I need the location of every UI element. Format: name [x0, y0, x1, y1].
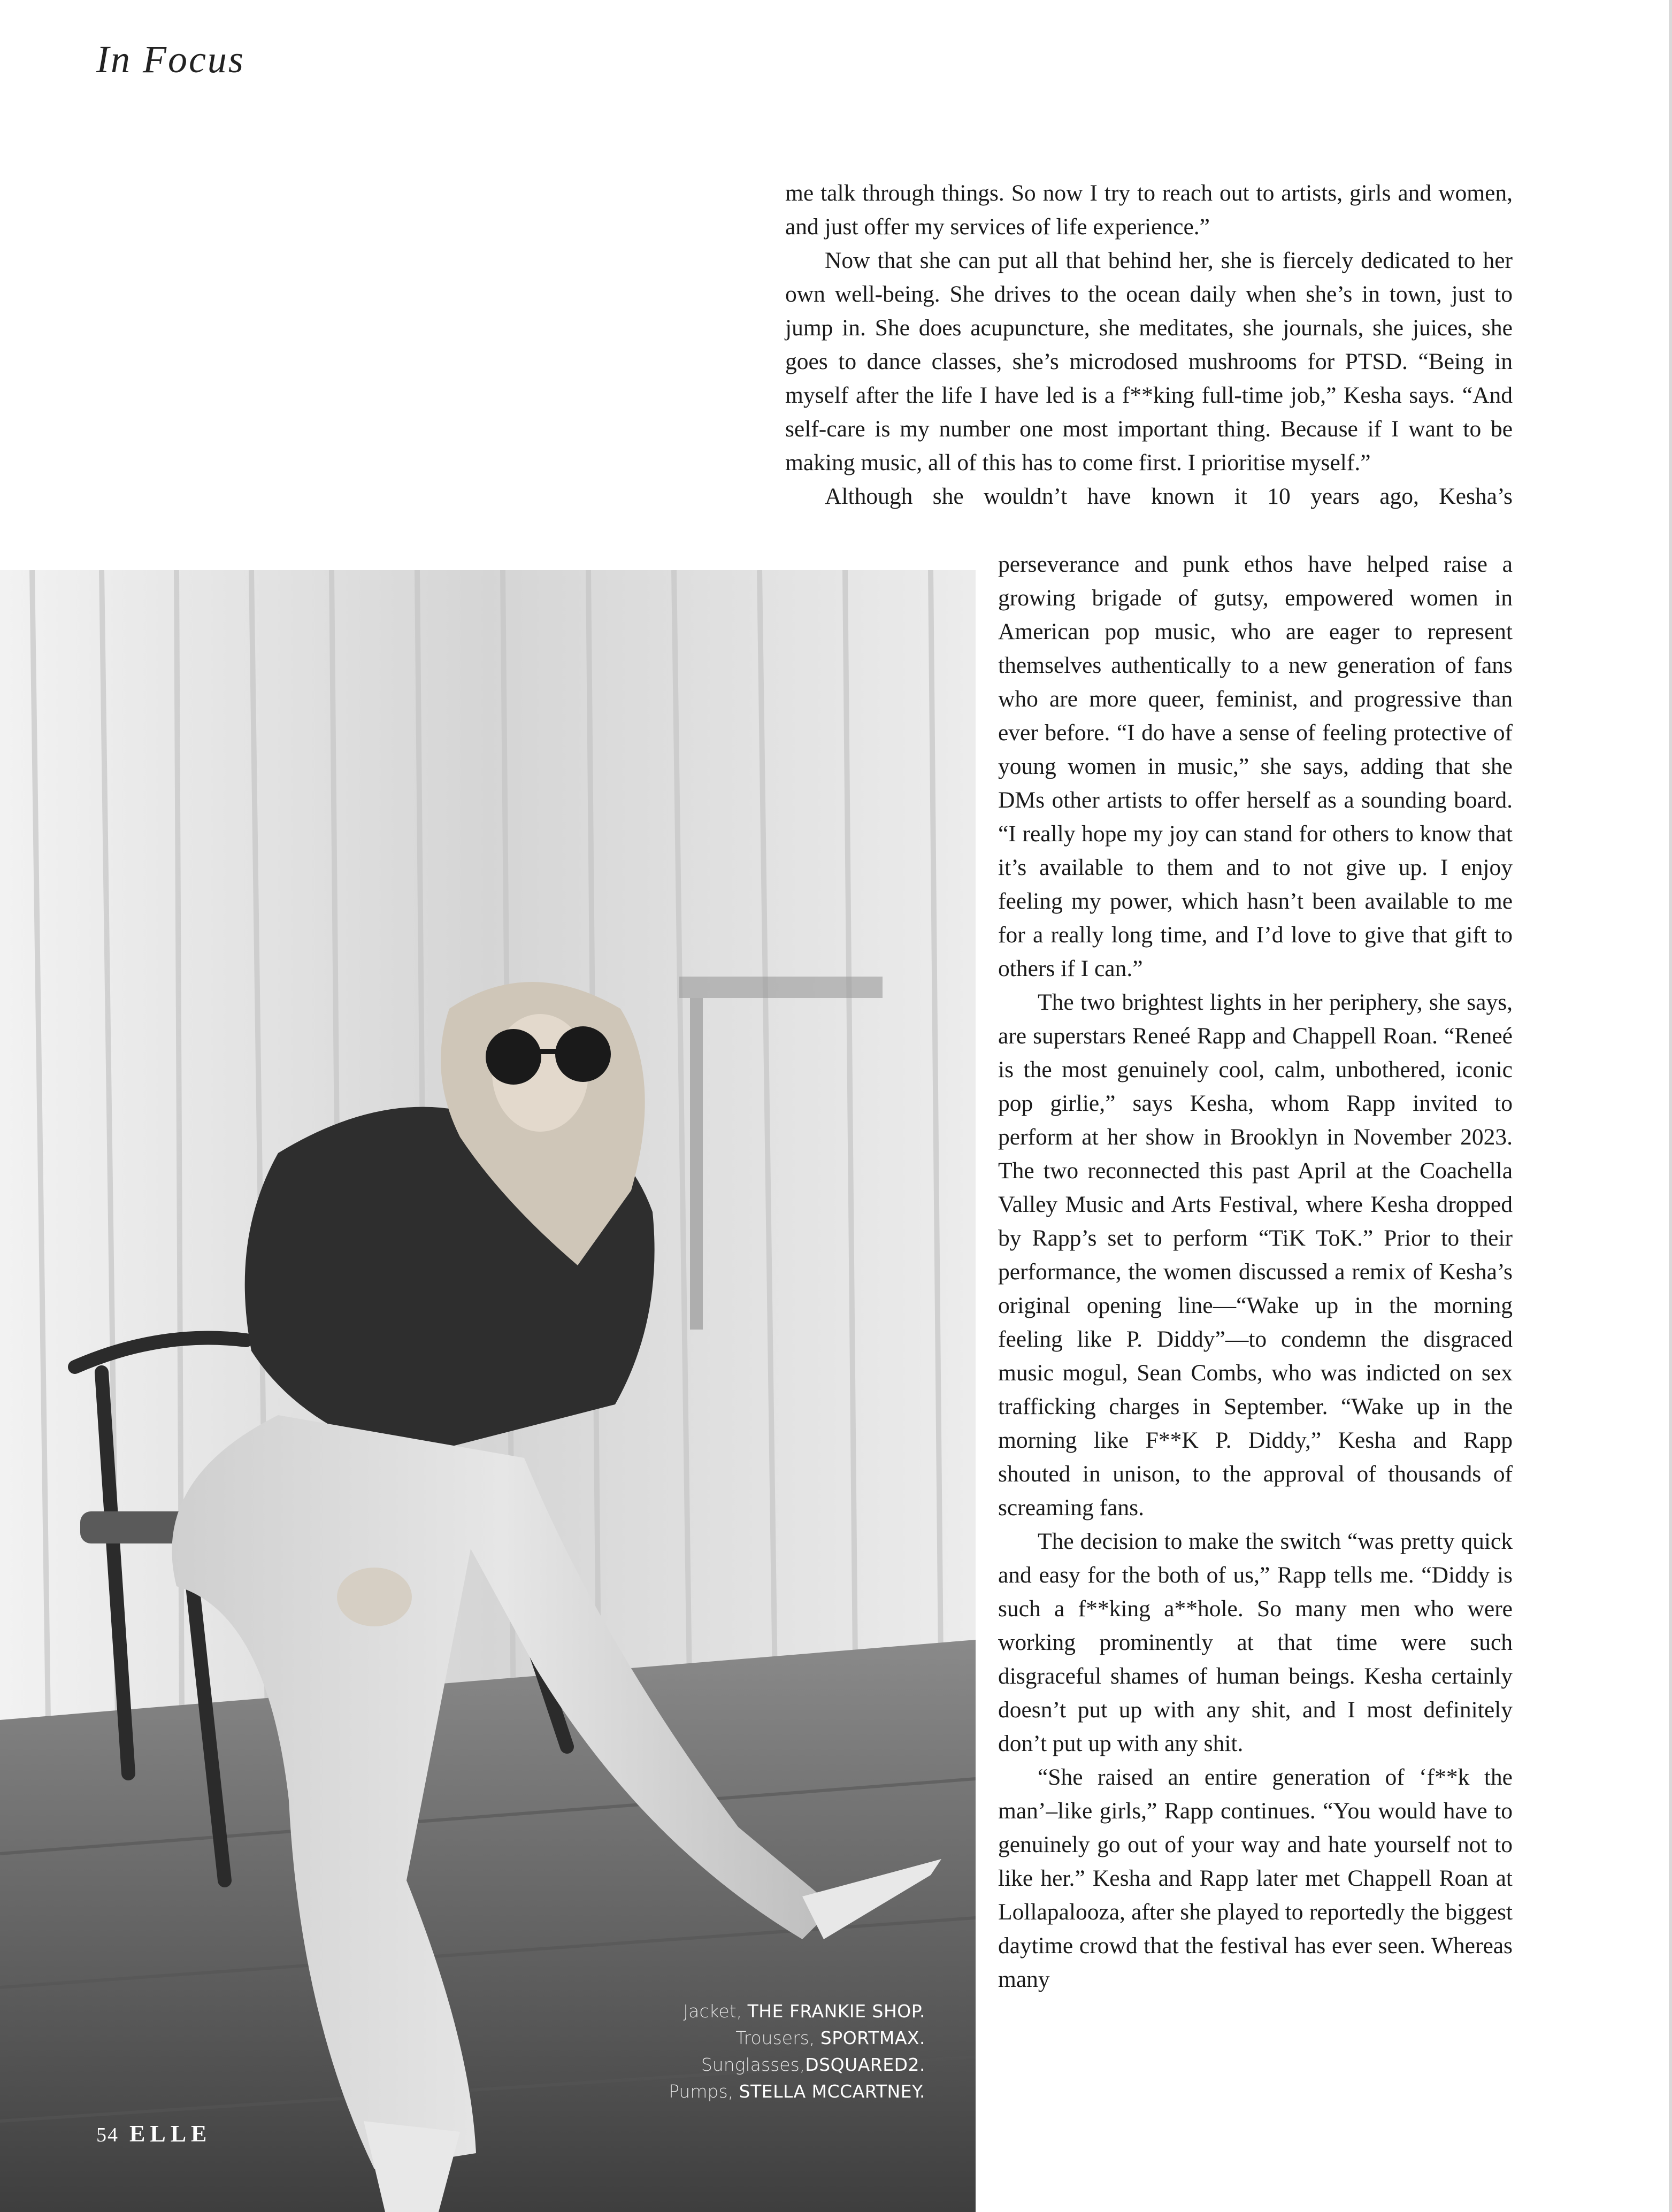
caption-item: Pumps, [669, 2081, 739, 2102]
page-edge-rule [1669, 0, 1672, 2212]
caption-item: Jacket, [683, 2001, 748, 2022]
caption-brand: DSQUARED2. [805, 2054, 925, 2075]
section-label: In Focus [96, 38, 245, 81]
paragraph: The two brightest lights in her periphery, she says, are superstars Reneé Rapp and Chappell Roan. “Reneé is the most genuinely cool, calm, unbothered, iconic pop girlie,” says Kesha, whom Rapp invited to perform at her show in Brooklyn in November 2023. The two reconnected this past April at the Coachella Valley Music and Arts Festival, where Kesha dropped by Rapp’s set to perform “TiK ToK.” Prior to their performance, the women discussed a remix of Kesha’s original opening line—“Wake up in the morning feeling like P. Diddy”—to condemn the disgraced music mogul, Sean Combs, who was indicted on sex trafficking charges in September. “Wake up in the morning like F**K P. Diddy,” Kesha and Rapp shouted in unison, to the approval of thousands of screaming fans. [998, 989, 1513, 1520]
article-text-top [785, 176, 1513, 513]
photo-caption [588, 1998, 925, 2105]
portrait-photo [0, 570, 976, 2212]
caption-line [588, 2078, 925, 2105]
caption-item: Trousers, [735, 2027, 820, 2048]
folio [96, 2120, 211, 2147]
page-number: 54 [96, 2124, 119, 2146]
paragraph: perseverance and punk ethos have helped raise a growing brigade of gutsy, empowered women in American pop music, who are eager to represent themselves authentically to a new generation of fans who are more queer, feminist, and progressive than ever before. “I do have a sense of feeling protective of young women in music,” she says, adding that she DMs other artists to offer herself as a sounding board. “I really hope my joy can stand for others to know that it’s available to them and to not give up. I enjoy feeling my power, which hasn’t been available to me for a really long time, and I’d love to give that gift to others if I can.” [998, 551, 1513, 981]
paragraph: “She raised an entire generation of ‘f**k the man’–like girls,” Rapp continues. “You would have to genuinely go out of your way and hate yourself not to like her.” Kesha and Rapp later met Chappell Roan at Lollapalooza, after she played to reportedly the biggest daytime crowd that the festival has ever seen. Whereas many [998, 1764, 1513, 1992]
caption-brand: SPORTMAX. [820, 2027, 925, 2048]
caption-item: Sunglasses, [701, 2054, 806, 2075]
caption-line [588, 2025, 925, 2052]
paragraph: Now that she can put all that behind her, she is fiercely dedicated to her own well-being. She drives to the ocean daily when she’s in town, just to jump in. She does acupuncture, she meditates, she journals, she juices, she goes to dance classes, she’s microdosed mushrooms for PTSD. “Being in myself after the life I have led is a f**king full-time job,” Kesha says. “And self-care is my number one most important thing. Because if I want to be making music, all of this has to come first. I prioritise myself.” [785, 248, 1513, 475]
caption-line [588, 1998, 925, 2025]
caption-brand: STELLA MCCARTNEY. [739, 2081, 925, 2102]
article-text-bottom [998, 548, 1513, 1996]
paragraph: Although she wouldn’t have known it 10 years ago, Kesha’s [825, 483, 1513, 509]
paragraph: The decision to make the switch “was pretty quick and easy for the both of us,” Rapp tells me. “Diddy is such a f**king a**hole. So many men who were working prominently at that time were such disgraceful shames of human beings. Kesha certainly doesn’t put up with any shit, and I most definitely don’t put up with any shit. [998, 1529, 1513, 1756]
caption-line [588, 2052, 925, 2078]
portrait-illustration [0, 570, 976, 2212]
caption-brand: THE FRANKIE SHOP. [747, 2001, 925, 2022]
magazine-logo: ELLE [129, 2121, 212, 2147]
paragraph: me talk through things. So now I try to reach out to artists, girls and women, and just offer my services of life experience.” [785, 180, 1513, 240]
